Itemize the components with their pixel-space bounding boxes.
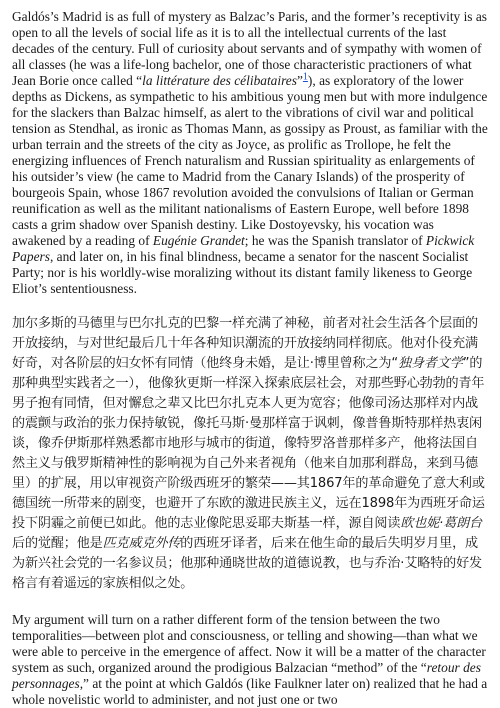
text-span: , and later on, in his final blindness, became a senator for the nascent Socialist Party; nor is his worldly-wise moralizing without its distant family likeness to George Eliot’s sententiousness.: [12, 249, 473, 296]
text-span: ; he was the Spanish translator of: [244, 233, 426, 248]
text-span: ), as exploratory of the lower depths as Dickens, as sympathetic to his ambitious young men but with more indulgence for the slackers than Balzac himself, as alert to the vibrations of civil war and political tension as Stendhal, as ironic as Thomas Mann, as gossipy as Proust, as familiar with the urban terrain and the streets of the city as Joyce, as prolific as Trollope, he felt the energizing influences of French naturalism and Russian spirituality as enlargements of his outsider’s view (he came to Madrid from the Canary Islands) of the prosperity of bourgeois Spain, whose 1867 revolution avoided the convulsions of Italian or German reunification as well as the militant nationalisms of Eastern Europe, well before 1898 casts a grim shadow over Spanish destiny. Like Dostoyevsky, his vocation was awakened by a reading of: [12, 73, 488, 248]
chinese-translation-paragraph: [12, 314, 488, 594]
text-span: My argument will turn on a rather different form of the tension between the two temporalities—between plot and consciousness, or telling and showing—than what we were able to perceive in the emergence of affect. Now it will be a matter of the character system as such, organized around the prodigious Balzacian “method” of the “: [12, 612, 486, 675]
italic-title-zh: 欧也妮·葛朗台: [400, 516, 482, 531]
italic-title-pickwick-papers: Pickwick Papers: [12, 233, 475, 264]
text-span: ,” at the point at which Galdós (like Faulkner later on) realized that he had a whole novelistic world to administer, and not just one or two: [12, 676, 488, 707]
italic-term-retour-des-personnages: retour des personnages: [12, 660, 481, 691]
italic-title-zh: 匹克威克外传: [102, 536, 181, 551]
italic-title-zh: 独身者文学: [398, 356, 463, 371]
footnote-link[interactable]: 1: [302, 71, 308, 83]
text-span: Galdós’s Madrid is as full of mystery as Balzac’s Paris, and the former’s receptivity is as open to all the levels of social life as it is to all the intellectual currents of the last decades of the century. Full of curiosity about servants and of sympathy with women of all classes (he was a life-long bachelor, one of those characteristic practioners of what Jean Borie once called “: [12, 9, 488, 88]
text-span: ”: [296, 73, 303, 88]
english-paragraph-argument: [12, 612, 488, 708]
text-span: 的西班牙译者，后来在他生命的最后失明岁月里，成为新兴社会党的一名参议员；他那种通晓世故的道德说教，也与乔治·艾略特的好发格言有着遥远的家族相似之处。: [12, 536, 482, 591]
italic-title-litterature-des-celibataires: la littérature des célibataires: [142, 73, 297, 88]
text-span: 后的觉醒；他是: [12, 536, 103, 551]
italic-title-eugenie-grandet: Eugénie Grandet: [152, 233, 245, 248]
english-paragraph-galdos-madrid: [12, 9, 488, 297]
text-span: 加尔多斯的马德里与巴尔扎克的巴黎一样充满了神秘，前者对社会生活各个层面的开放接纳，与对世纪最后几十年各种知识潮流的开放接纳同样彻底。他对仆役充满好奇，对各阶层的妇女怀有同情（他终身未婚，是让·博里曾称之为“: [12, 316, 478, 371]
text-span: ”的那种典型实践者之一），他像狄更斯一样深入探索底层社会，对那些野心勃勃的青年男子抱有同情，但对懈怠之辈又比巴尔扎克本人更为宽容；他像司汤达那样对内战的震颤与政治的张力保持敏锐，像托马斯·曼那样富于讽刺，像普鲁斯特那样热衷闲谈，像乔伊斯那样熟悉都市地形与城市的街道，像特罗洛普那样多产，他将法国自然主义与俄罗斯精神性的影响视为自己外来者视角（他来自加那利群岛，来到马德里）的扩展，用以审视资产阶级西班牙的繁荣——其1867年的革命避免了意大利或德国统一所带来的剧变，也避开了东欧的激进民族主义，远在1898年为西班牙命运投下阴霾之前便已如此。他的志业像陀思妥耶夫斯基一样，源自阅读: [12, 356, 485, 531]
